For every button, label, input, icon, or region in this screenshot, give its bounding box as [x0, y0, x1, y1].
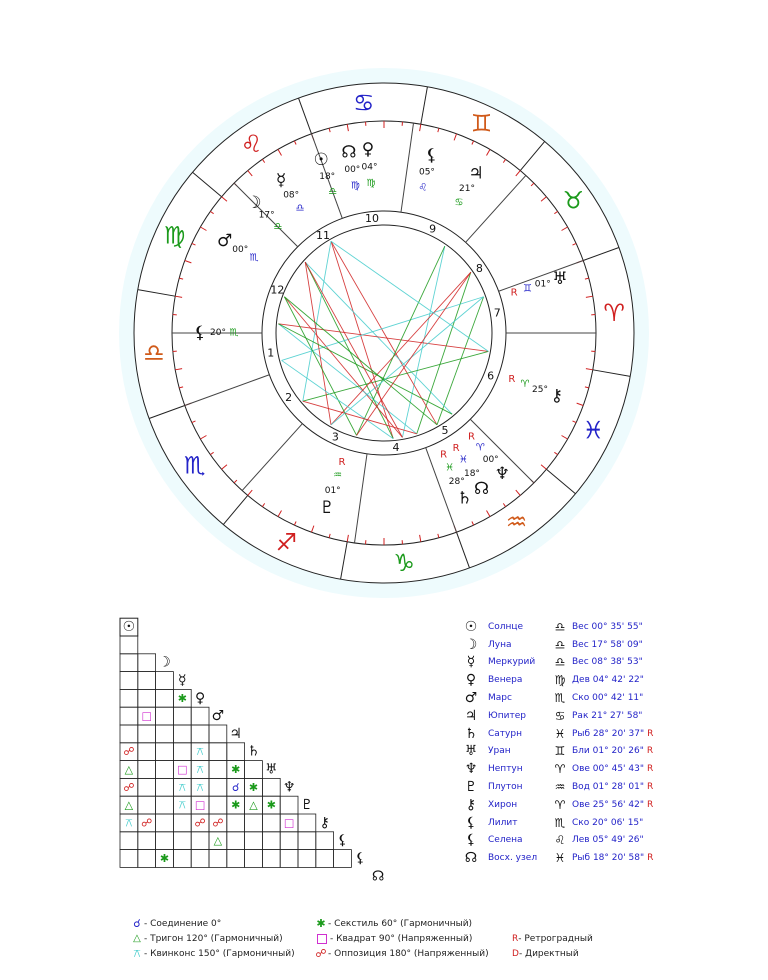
zodiac-sign-icon: ♏	[554, 691, 566, 706]
planet-degree: 00°	[344, 165, 361, 176]
grid-cell	[209, 778, 227, 796]
planet-glyph-icon: ♂	[464, 690, 478, 707]
planet-degree: 00°	[232, 245, 249, 255]
planet-position: Ове 00° 45' 43"	[572, 764, 644, 775]
house-number: 4	[392, 440, 400, 454]
grid-cell	[138, 672, 156, 690]
aspect-symbol: △	[124, 798, 134, 812]
grid-cell	[298, 814, 316, 832]
house-number: 12	[270, 283, 285, 297]
grid-cell	[156, 832, 174, 850]
quincunx-icon: ⚻	[133, 946, 141, 960]
planet-name: Уран	[488, 746, 511, 757]
planet-degree: 17°	[258, 210, 275, 221]
grid-cell	[120, 707, 138, 725]
planet-row	[458, 849, 768, 867]
legend-trine: - Тригон 120° (Гармоничный)	[144, 933, 283, 944]
grid-cell	[316, 832, 334, 850]
planet-glyph-icon: ☽	[464, 636, 478, 653]
legend-col-3	[512, 931, 593, 961]
aspect-symbol: □	[283, 816, 295, 830]
planet-retro: R	[338, 456, 346, 468]
aspect-symbol: ☍	[141, 816, 153, 830]
legend-quincunx: - Квинконс 150° (Гармоничный)	[144, 948, 295, 959]
grid-cell	[209, 761, 227, 779]
grid-planet-glyph: ♇	[300, 797, 314, 814]
planet-retro: R	[452, 442, 460, 454]
aspect-symbol: ✱	[248, 780, 259, 794]
grid-cell	[156, 761, 174, 779]
planet-sign-glyph: ♒	[333, 470, 343, 482]
planet-name: Хирон	[488, 799, 518, 810]
legend-square: - Квадрат 90° (Напряженный)	[330, 933, 473, 944]
grid-cell	[173, 725, 191, 743]
grid-cell	[334, 850, 352, 868]
house-number: 10	[364, 212, 379, 226]
grid-cell	[209, 850, 227, 868]
legend-direct: - Директный	[518, 948, 579, 959]
zodiac-sign-icon: ♒	[554, 780, 566, 795]
planet-glyph-icon: ⚸	[465, 832, 477, 849]
planet-sign-glyph: ♈	[475, 442, 485, 454]
grid-cell	[227, 832, 245, 850]
planet-degree: 01°	[324, 485, 341, 496]
planet-glyph: ♀	[361, 139, 375, 160]
planet-position: Ове 25° 56' 42"	[572, 799, 644, 810]
zodiac-sign-icon: ♈	[554, 797, 566, 812]
planet-glyph: ♄	[457, 488, 473, 509]
planet-sign-glyph: ♍	[350, 180, 360, 192]
planet-row	[458, 689, 768, 707]
planet-sign-glyph: ♎	[295, 203, 305, 215]
grid-cell	[120, 725, 138, 743]
aspect-symbol: ✱	[266, 798, 276, 812]
grid-planet-glyph: ☿	[178, 672, 187, 689]
planet-sign-glyph: ♈	[520, 378, 530, 390]
zodiac-sign-glyph: ♓	[582, 416, 605, 445]
planet-degree: 18°	[463, 468, 480, 479]
aspect-symbol: ✱	[231, 798, 241, 812]
conjunction-icon: ☌	[133, 917, 141, 930]
planet-glyph-icon: ⚸	[465, 814, 477, 831]
planet-position: Вес 00° 35' 55"	[572, 621, 643, 632]
planet-position: Рак 21° 27' 58"	[572, 710, 643, 721]
grid-cell	[262, 778, 280, 796]
planet-position: Ско 00° 42' 11"	[572, 693, 644, 704]
planet-glyph: ⚷	[550, 385, 564, 406]
retrograde-marker: R	[646, 764, 654, 775]
planet-glyph: ♂	[217, 231, 233, 251]
grid-cell	[120, 654, 138, 672]
aspect-symbol: □	[194, 798, 206, 812]
planet-name: Меркурий	[488, 657, 536, 668]
planet-row	[458, 778, 768, 796]
retrograde-marker: R	[646, 782, 654, 793]
planet-degree: 00°	[482, 455, 499, 466]
planet-sign-glyph: ♓	[445, 462, 455, 474]
house-number: 5	[441, 424, 449, 438]
planet-glyph: ☊	[341, 142, 357, 163]
grid-cell	[209, 796, 227, 814]
grid-planet-glyph: ♄	[247, 743, 260, 760]
planet-sign-glyph: ♎	[273, 221, 283, 233]
aspect-symbol: ✱	[231, 763, 241, 776]
zodiac-sign-glyph: ♉	[562, 186, 584, 215]
retrograde-marker: R	[646, 746, 654, 757]
planet-name: Лилит	[488, 817, 518, 828]
grid-planet-glyph: ☉	[122, 619, 136, 636]
grid-cell	[191, 707, 209, 725]
planet-position: Вес 08° 38' 53"	[572, 657, 643, 668]
house-number: 8	[475, 262, 483, 276]
retrograde-marker: R	[647, 728, 654, 739]
sextile-icon: ✱	[316, 917, 326, 930]
grid-cell	[280, 850, 298, 868]
aspect-symbol: □	[141, 709, 152, 723]
planet-retro: R	[510, 287, 518, 299]
planet-name: Восх. узел	[488, 853, 538, 864]
grid-cell	[120, 636, 138, 654]
aspect-symbol: ☍	[212, 816, 224, 830]
aspect-symbol: △	[124, 763, 134, 776]
direct-symbol: D	[512, 948, 519, 959]
planet-glyph: ♇	[319, 497, 335, 518]
planet-name: Солнце	[488, 621, 524, 632]
zodiac-sign-icon: ♓	[554, 851, 566, 866]
grid-cell	[138, 796, 156, 814]
house-number: 9	[429, 222, 437, 236]
grid-cell	[280, 832, 298, 850]
grid-cell	[138, 850, 156, 868]
retrograde-marker: R	[647, 853, 654, 864]
planet-retro: R	[467, 431, 475, 443]
grid-cell	[138, 778, 156, 796]
planet-name: Венера	[488, 675, 523, 686]
grid-cell	[209, 725, 227, 743]
planet-row	[458, 832, 768, 850]
planet-sign-glyph: ♍	[366, 178, 376, 190]
zodiac-sign-icon: ♌	[554, 833, 566, 848]
grid-planet-glyph: ♅	[265, 761, 278, 778]
zodiac-sign-glyph: ♐	[275, 528, 298, 557]
planet-name: Нептун	[488, 764, 523, 775]
planet-row	[458, 725, 768, 743]
planet-glyph: ⚸	[193, 323, 207, 343]
legend-col-2	[314, 916, 489, 961]
grid-cell	[120, 689, 138, 707]
grid-cell	[120, 672, 138, 690]
planet-row	[458, 760, 768, 778]
aspect-symbol: □	[177, 763, 188, 776]
grid-cell	[245, 761, 263, 779]
zodiac-sign-icon: ♓	[554, 726, 566, 741]
planet-glyph: ☽	[246, 192, 262, 213]
grid-planet-glyph: ⚸	[337, 832, 348, 849]
zodiac-sign-icon: ♊	[554, 744, 566, 759]
legend-retrograde: - Ретроградный	[518, 933, 593, 944]
aspect-symbol: ☍	[123, 780, 135, 794]
aspect-symbol: ⚻	[196, 745, 204, 759]
planet-row	[458, 618, 768, 636]
planet-position: Вес 17° 58' 09"	[572, 639, 643, 650]
aspect-symbol: ⚻	[196, 763, 204, 776]
aspect-symbol: ⚻	[178, 798, 186, 812]
legend-conjunction: - Соединение 0°	[144, 918, 222, 929]
planet-glyph: ♃	[468, 163, 484, 184]
grid-cell	[156, 672, 174, 690]
grid-cell	[191, 832, 209, 850]
grid-cell	[173, 832, 191, 850]
planet-name: Марс	[488, 693, 512, 704]
planet-name: Луна	[488, 639, 512, 650]
planet-glyph-icon: ♀	[465, 672, 477, 689]
grid-planet-glyph: ♀	[194, 690, 206, 707]
grid-cell	[280, 796, 298, 814]
zodiac-sign-icon: ♋	[554, 708, 566, 723]
zodiac-sign-glyph: ♋	[353, 88, 375, 117]
planet-position: Вод 01° 28' 01"	[572, 782, 644, 793]
planet-glyph-icon: ♅	[464, 743, 478, 760]
planet-degree: 25°	[532, 384, 548, 395]
grid-cell	[156, 725, 174, 743]
zodiac-sign-icon: ♏	[554, 815, 566, 830]
planet-glyph-icon: ☉	[464, 618, 478, 635]
grid-cell	[298, 832, 316, 850]
zodiac-sign-icon: ♈	[554, 762, 566, 777]
planet-sign-glyph: ♓	[459, 454, 468, 466]
planet-sign-glyph: ♌	[418, 182, 428, 194]
aspect-symbol: ☍	[123, 745, 135, 759]
planet-glyph: ⚸	[425, 145, 438, 166]
planet-sign-glyph: ♋	[454, 197, 464, 209]
grid-planet-glyph: ♂	[211, 708, 225, 725]
planet-name: Селена	[488, 835, 523, 846]
grid-cell	[173, 850, 191, 868]
planet-position: Рыб 18° 20' 58"	[572, 853, 645, 864]
house-number: 1	[267, 346, 275, 360]
planet-degree: 20°	[210, 328, 226, 338]
zodiac-sign-glyph: ♌	[240, 129, 263, 158]
planet-position: Бли 01° 20' 26"	[572, 746, 644, 757]
grid-cell	[156, 743, 174, 761]
house-number: 7	[493, 306, 501, 320]
aspect-symbol: ⚻	[125, 816, 133, 830]
planet-sign-glyph: ♊	[522, 283, 532, 295]
planet-glyph: ♆	[494, 463, 510, 484]
grid-cell	[245, 832, 263, 850]
planet-sign-glyph: ♏	[229, 327, 239, 339]
grid-cell	[138, 761, 156, 779]
planet-positions-list	[458, 618, 768, 867]
aspect-symbol: ☍	[194, 816, 206, 830]
planet-position: Лев 05° 49' 26"	[572, 835, 644, 846]
planet-retro: R	[508, 374, 516, 386]
grid-planet-glyph: ♃	[229, 725, 242, 742]
grid-cell	[156, 707, 174, 725]
planet-glyph-icon: ☊	[464, 850, 478, 867]
planet-degree: 18°	[319, 172, 336, 183]
planet-glyph-icon: ⚷	[465, 796, 477, 813]
grid-cell	[191, 850, 209, 868]
planet-glyph: ☉	[313, 150, 329, 171]
house-number: 2	[285, 390, 293, 404]
grid-cell	[209, 743, 227, 761]
grid-cell	[138, 654, 156, 672]
aspect-symbol: ☌	[232, 780, 240, 794]
legend-sextile: - Секстиль 60° (Гармоничный)	[328, 918, 473, 929]
retrograde-marker: R	[646, 799, 654, 810]
planet-glyph-icon: ♆	[464, 761, 478, 778]
planet-sign-glyph: ♏	[249, 252, 259, 264]
grid-cell	[138, 725, 156, 743]
planet-row	[458, 654, 768, 672]
grid-cell	[120, 832, 138, 850]
planet-row	[458, 671, 768, 689]
grid-cell	[138, 689, 156, 707]
planet-sign-glyph: ♎	[328, 186, 338, 198]
legend-opposition: - Оппозиция 180° (Напряженный)	[328, 948, 489, 959]
opposition-icon: ☍	[315, 947, 327, 960]
planet-degree: 05°	[418, 167, 435, 178]
grid-cell	[262, 814, 280, 832]
planet-glyph-icon: ♃	[464, 707, 478, 724]
planet-name: Сатурн	[488, 728, 522, 739]
planet-degree: 04°	[361, 162, 378, 173]
planet-row	[458, 707, 768, 725]
planet-position: Рыб 28° 20' 37"	[572, 728, 645, 739]
planet-retro: R	[440, 449, 448, 461]
grid-cell	[138, 743, 156, 761]
zodiac-sign-glyph: ♏	[184, 451, 206, 480]
grid-planet-glyph: ⚸	[355, 850, 366, 867]
planet-degree: 21°	[459, 184, 475, 195]
aspect-symbol: ✱	[159, 852, 170, 865]
grid-cell	[262, 850, 280, 868]
trine-icon: △	[133, 933, 141, 944]
zodiac-sign-icon: ♎	[554, 655, 566, 670]
zodiac-sign-glyph: ♈	[603, 298, 625, 327]
zodiac-sign-glyph: ♑	[393, 549, 415, 578]
planet-glyph-icon: ☿	[466, 654, 476, 671]
house-number: 6	[487, 369, 495, 383]
grid-cell	[173, 814, 191, 832]
grid-cell	[156, 814, 174, 832]
retrograde-symbol: R	[512, 933, 519, 944]
planet-degree: 01°	[534, 279, 551, 290]
grid-cell	[173, 743, 191, 761]
grid-cell	[262, 832, 280, 850]
grid-cell	[173, 707, 191, 725]
zodiac-sign-icon: ♍	[554, 673, 566, 688]
house-number: 3	[331, 430, 339, 444]
zodiac-sign-glyph: ♎	[143, 339, 165, 368]
aspect-symbol: ⚻	[178, 780, 186, 794]
grid-cell	[227, 850, 245, 868]
grid-cell	[120, 850, 138, 868]
aspect-symbol: △	[249, 798, 258, 812]
planet-glyph-icon: ♄	[464, 725, 478, 742]
grid-cell	[138, 832, 156, 850]
grid-cell	[156, 796, 174, 814]
grid-cell	[245, 850, 263, 868]
zodiac-sign-icon: ♎	[554, 637, 566, 652]
aspect-symbol: △	[213, 834, 223, 848]
grid-cell	[191, 725, 209, 743]
grid-planet-glyph: ☊	[371, 868, 385, 885]
grid-cell	[227, 743, 245, 761]
zodiac-sign-glyph: ♒	[505, 508, 528, 537]
legend-col-1	[130, 916, 295, 961]
grid-planet-glyph: ☽	[158, 654, 171, 671]
planet-position: Дев 04° 42' 22"	[572, 675, 644, 686]
aspect-symbol: ⚻	[196, 780, 204, 794]
grid-planet-glyph: ♆	[282, 779, 296, 796]
house-number: 11	[316, 228, 331, 242]
grid-cell	[298, 850, 316, 868]
grid-cell	[316, 850, 334, 868]
planet-position: Ско 20° 06' 15"	[572, 817, 644, 828]
zodiac-sign-glyph: ♊	[470, 109, 493, 138]
planet-glyph-icon: ♇	[464, 779, 478, 796]
planet-glyph: ☿	[275, 170, 287, 191]
grid-cell	[156, 778, 174, 796]
grid-cell	[227, 814, 245, 832]
planet-degree: 28°	[448, 477, 465, 488]
aspect-symbol: ✱	[177, 691, 187, 705]
grid-cell	[245, 814, 263, 832]
planet-glyph: ♅	[552, 269, 568, 290]
planet-name: Плутон	[488, 782, 523, 793]
square-icon	[317, 934, 327, 944]
planet-row	[458, 743, 768, 761]
aspect-grid	[0, 600, 440, 885]
planet-name: Юпитер	[488, 710, 526, 721]
planet-degree: 08°	[283, 190, 300, 201]
planet-glyph: ☊	[473, 479, 490, 500]
planet-row	[458, 814, 768, 832]
planet-row	[458, 796, 768, 814]
zodiac-sign-glyph: ♍	[163, 221, 186, 250]
zodiac-sign-icon: ♎	[554, 619, 566, 634]
grid-planet-glyph: ⚷	[319, 814, 330, 831]
planet-row	[458, 636, 768, 654]
grid-cell	[156, 689, 174, 707]
